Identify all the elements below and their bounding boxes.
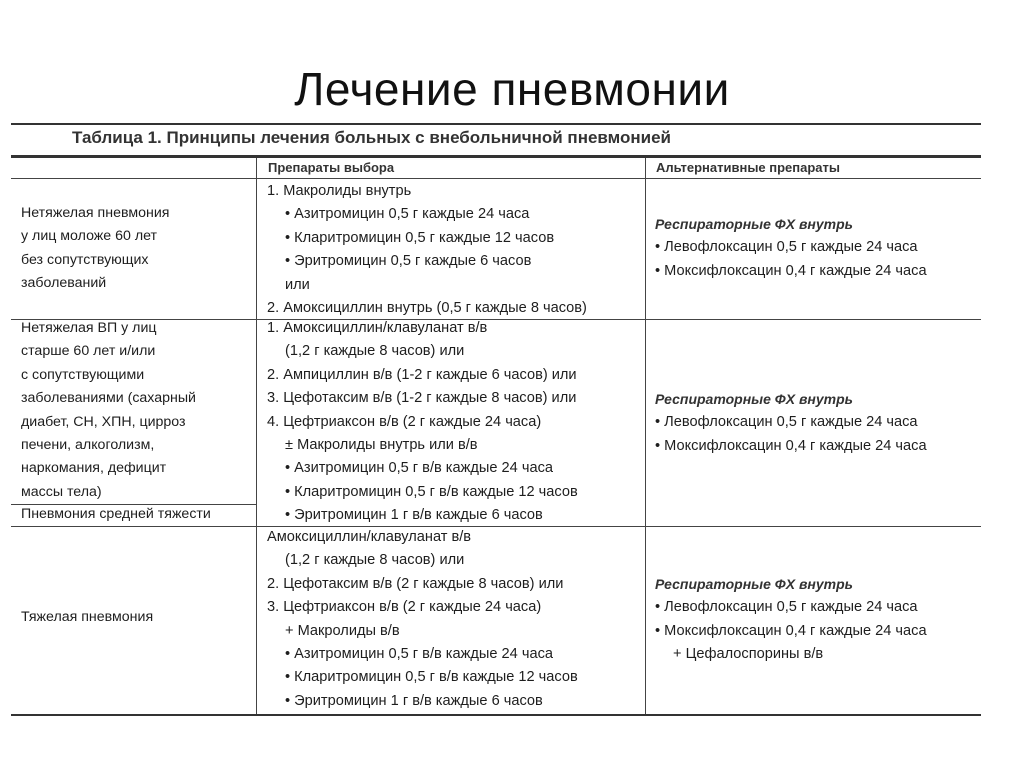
table-bottom-rule <box>11 714 981 716</box>
col-header-drugs: Препараты выбора <box>268 160 395 175</box>
row2-condition: Нетяжелая ВП у лиц старше 60 лет и/или с сопутствующими заболеваниями (сахарный диабет, СН, ХПН, цирроз печени, алкоголизм, наркомания, дефицит массы тела) <box>21 320 196 500</box>
column-divider-1 <box>256 158 257 715</box>
header-top-rule <box>11 155 981 158</box>
row2-condition-secondary: Пневмония средней тяжести <box>21 506 211 522</box>
row3-alternatives: Респираторные ФХ внутрь • Левофлоксацин 0,5 г каждые 24 часа • Моксифлоксацин 0,4 г каждые 24 часа + Цефалоспорины в/в <box>655 576 927 663</box>
page-title: Лечение пневмонии <box>294 63 730 115</box>
caption-top-rule <box>11 123 981 125</box>
col-header-alternatives: Альтернативные препараты <box>656 160 841 175</box>
table-caption: Таблица 1. Принципы лечения больных с внебольничной пневмонией <box>72 128 672 147</box>
row2-alternatives: Респираторные ФХ внутрь • Левофлоксацин 0,5 г каждые 24 часа • Моксифлоксацин 0,4 г каждые 24 часа <box>655 391 927 454</box>
header-bottom-rule <box>11 178 981 179</box>
row1-alternatives: Респираторные ФХ внутрь • Левофлоксацин 0,5 г каждые 24 часа • Моксифлоксацин 0,4 г каждые 24 часа <box>655 216 927 279</box>
column-divider-2 <box>645 158 646 715</box>
row1-condition: Нетяжелая пневмония у лиц моложе 60 лет без сопутствующих заболеваний <box>21 205 170 292</box>
row3-drugs: Амоксициллин/клавуланат в/в (1,2 г каждые 8 часов) или 2. Цефотаксим в/в (2 г каждые 8 часов) или 3. Цефтриаксон в/в (2 г каждые 24 часа) + Макролиды в/в • Азитромицин 0,5 г в/в каждые 24 часа • Кларитромицин 0,5 г в/в каждые 12 часов • Эритромицин 1 г в/в каждые 6 часов <box>267 529 578 709</box>
row2-drugs: 1. Амоксициллин/клавуланат в/в (1,2 г каждые 8 часов) или 2. Ампициллин в/в (1-2 г каждые 6 часов) или 3. Цефотаксим в/в (1-2 г каждые 8 часов) или 4. Цефтриаксон в/в (2 г каждые 24 часа) ± Макролиды внутрь или в/в • Азитромицин 0,5 г в/в каждые 24 часа • Кларитромицин 0,5 г в/в каждые 12 часов • Эритромицин 1 г в/в каждые 6 часов <box>267 320 578 524</box>
row1-drugs: 1. Макролиды внутрь • Азитромицин 0,5 г каждые 24 часа • Кларитромицин 0,5 г каждые 12 часов • Эритромицин 0,5 г каждые 6 часов или 2. Амоксициллин внутрь (0,5 г каждые 8 часов) <box>267 183 587 316</box>
row3-condition: Тяжелая пневмония <box>21 609 154 625</box>
